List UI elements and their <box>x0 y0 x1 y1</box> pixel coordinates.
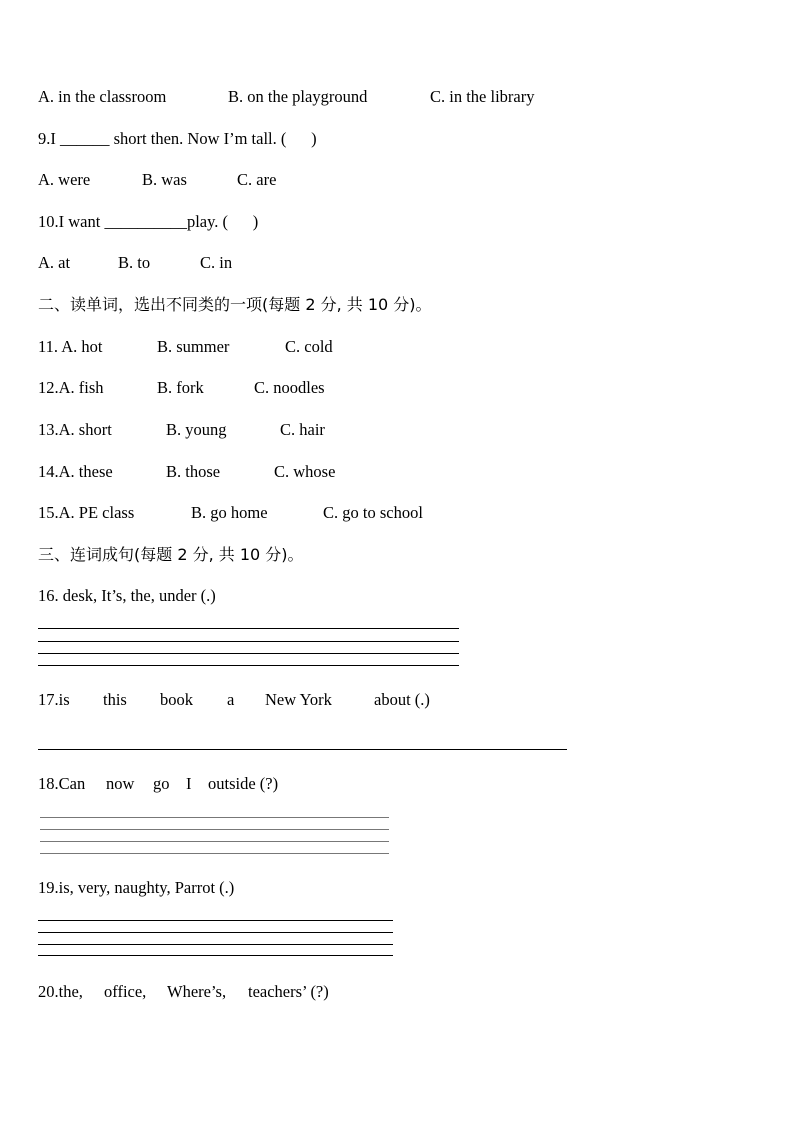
q17-number: 17.is <box>38 690 70 709</box>
answer-line <box>40 853 389 854</box>
answer-line <box>40 817 389 818</box>
q13-option-a: 13.A. short <box>38 420 112 439</box>
q8-option-a: A. in the classroom <box>38 87 167 106</box>
q14-option-c: C. whose <box>274 462 336 481</box>
q9-option-c: C. are <box>237 170 277 189</box>
q11-option-a: 11. A. hot <box>38 337 103 356</box>
q17-answer-line <box>38 749 567 750</box>
answer-line <box>38 920 393 921</box>
answer-line <box>38 641 459 642</box>
q17-word: New York <box>265 690 332 709</box>
answer-line <box>38 932 393 933</box>
q11-option-b: B. summer <box>157 337 230 356</box>
q20-number: 20.the, <box>38 982 83 1001</box>
q14-option-a: 14.A. these <box>38 462 113 481</box>
q8-option-b: B. on the playground <box>228 87 368 106</box>
section-2-title: 二、读单词，选出不同类的一项(每题 2 分, 共 10 分)。 <box>38 295 432 314</box>
q17-word: a <box>227 690 235 709</box>
q18-word: I <box>186 774 192 793</box>
q18-number: 18.Can <box>38 774 86 793</box>
section-3-title: 三、连词成句(每题 2 分, 共 10 分)。 <box>38 545 304 564</box>
q18-word: outside (?) <box>208 774 279 793</box>
answer-line <box>38 653 459 654</box>
q10-option-a: A. at <box>38 253 71 272</box>
q9-option-b: B. was <box>142 170 187 189</box>
q20-word: teachers’ (?) <box>248 982 329 1001</box>
q11-option-c: C. cold <box>285 337 333 356</box>
answer-line <box>38 944 393 945</box>
q14-option-b: B. those <box>166 462 221 481</box>
q10-option-c: C. in <box>200 253 233 272</box>
q18-word: now <box>106 774 135 793</box>
answer-line <box>38 955 393 956</box>
q19-words: 19.is, very, naughty, Parrot (.) <box>38 878 235 897</box>
q12-option-a: 12.A. fish <box>38 378 104 397</box>
q20-word: office, <box>104 982 147 1001</box>
q18-word: go <box>153 774 170 793</box>
q9-stem: 9.I ______ short then. Now I’m tall. ( ) <box>38 129 317 148</box>
q13-option-c: C. hair <box>280 420 325 439</box>
answer-line <box>38 628 459 629</box>
q15-option-c: C. go to school <box>323 503 423 522</box>
q8-option-c: C. in the library <box>430 87 535 106</box>
q10-option-b: B. to <box>118 253 151 272</box>
q20-word: Where’s, <box>167 982 227 1001</box>
answer-line <box>38 665 459 666</box>
q12-option-c: C. noodles <box>254 378 325 397</box>
q12-option-b: B. fork <box>157 378 204 397</box>
q17-word: about (.) <box>374 690 430 709</box>
q16-words: 16. desk, It’s, the, under (.) <box>38 586 216 605</box>
q17-word: this <box>103 690 127 709</box>
q15-option-a: 15.A. PE class <box>38 503 135 522</box>
q15-option-b: B. go home <box>191 503 268 522</box>
q13-option-b: B. young <box>166 420 227 439</box>
q9-option-a: A. were <box>38 170 91 189</box>
answer-line <box>40 841 389 842</box>
answer-line <box>40 829 389 830</box>
q10-stem: 10.I want __________play. ( ) <box>38 212 259 231</box>
q17-word: book <box>160 690 193 709</box>
